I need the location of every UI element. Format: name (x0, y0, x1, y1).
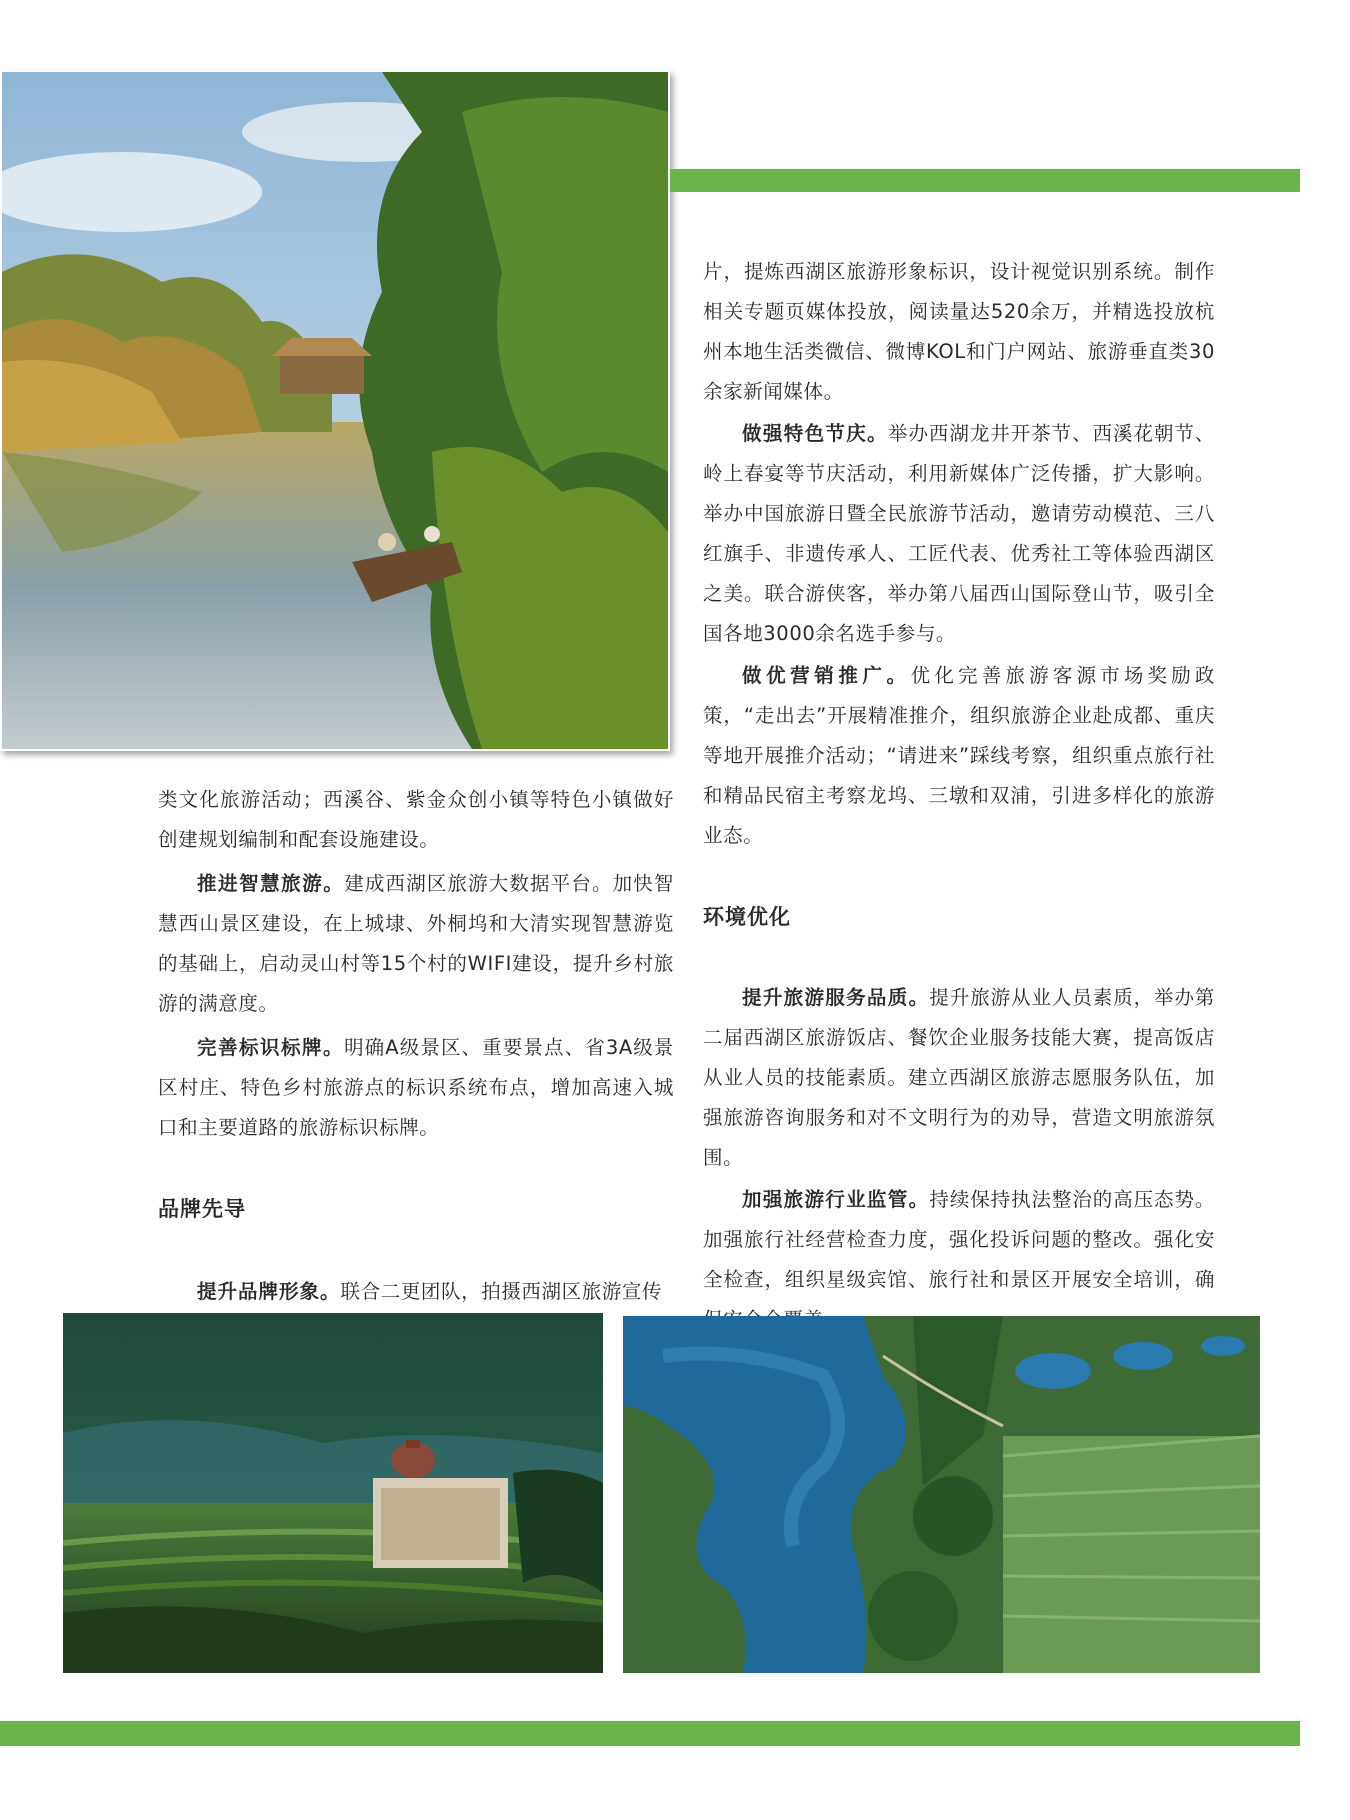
left-text-column (158, 780, 674, 1312)
paragraph-body: 建成西湖区旅游大数据平台。加快智慧西山景区建设，在上城埭、外桐坞和大清实现智慧游览的基础上，启动灵山村等15个村的WIFI建设，提升乡村旅游的满意度。 (158, 872, 674, 1015)
lead-phrase: 做优营销推广。 (742, 664, 911, 687)
paragraph: 片，提炼西湖区旅游形象标识，设计视觉识别系统。制作相关专题页媒体投放，阅读量达520余万，并精选投放杭州本地生活类微信、微博KOL和门户网站、旅游垂直类30余家新闻媒体。 (703, 260, 1215, 403)
paragraph-body: 优化完善旅游客源市场奖励政策，“走出去”开展精准推介，组织旅游企业赴成都、重庆等地开展推介活动；“请进来”踩线考察，组织重点旅行社和精品民宿主考察龙坞、三墩和双浦，引进多样化的旅游业态。 (703, 664, 1215, 847)
paragraph: 类文化旅游活动；西溪谷、紫金众创小镇等特色小镇做好创建规划编制和配套设施建设。 (158, 788, 674, 851)
lead-phrase: 完善标识标牌。 (197, 1036, 345, 1059)
lead-phrase: 推进智慧旅游。 (197, 872, 345, 895)
section-heading-brand: 品牌先导 (158, 1198, 246, 1221)
right-text-column (703, 252, 1215, 1340)
paragraph-body: 持续保持执法整治的高压态势。加强旅行社经营检查力度，强化投诉问题的整改。强化安全检查，组织星级宾馆、旅行社和景区开展安全培训，确 (703, 1188, 1215, 1291)
paragraph-brand-image (158, 1272, 674, 1312)
section-heading-environment: 环境优化 (703, 906, 791, 929)
paragraph-service-quality (703, 978, 1215, 1178)
paragraph-body: 举办西湖龙井开茶节、西溪花朝节、岭上春宴等节庆活动，利用新媒体广泛传播，扩大影响。举办中国旅游日暨全民旅游节活动，邀请劳动模范、三八红旗手、非遗传承人、工匠代表、优秀社工等体验西湖区之美。联合游侠客，举办第八届西山国际登山节，吸引全国各地3000余名选手参与。 (703, 422, 1215, 645)
paragraph-signage (158, 1028, 674, 1148)
paragraph-body: 提升旅游从业人员素质，举办第二届西湖区旅游饭店、餐饮企业服务技能大赛，提高饭店从业人员的技能素质。建立西湖区旅游志愿服务队伍，加强旅游咨询服务和对不文明行为的劝导，营造文明旅游氛围。 (703, 986, 1215, 1169)
lead-phrase: 做强特色节庆。 (742, 422, 889, 445)
accent-bar-top (670, 169, 1300, 192)
accent-bar-bottom (0, 1721, 1300, 1746)
paragraph-body: 明确A级景区、重要景点、省3A级景区村庄、特色乡村旅游点的标识系统布点，增加高速入城口和主要道路的旅游标识标牌。 (158, 1036, 674, 1139)
aerial-photo (623, 1316, 1260, 1673)
lead-phrase: 提升旅游服务品质。 (742, 986, 930, 1009)
tea-garden-photo (63, 1313, 603, 1673)
paragraph-body: 联合二更团队，拍摄西湖区旅游宣传 (340, 1280, 663, 1303)
lead-phrase: 加强旅游行业监管。 (742, 1188, 930, 1211)
paragraph-smart-tourism (158, 864, 674, 1024)
lake-photo (0, 70, 670, 751)
paragraph-marketing (703, 656, 1215, 856)
paragraph-festivals (703, 414, 1215, 654)
lead-phrase: 提升品牌形象。 (197, 1280, 341, 1303)
